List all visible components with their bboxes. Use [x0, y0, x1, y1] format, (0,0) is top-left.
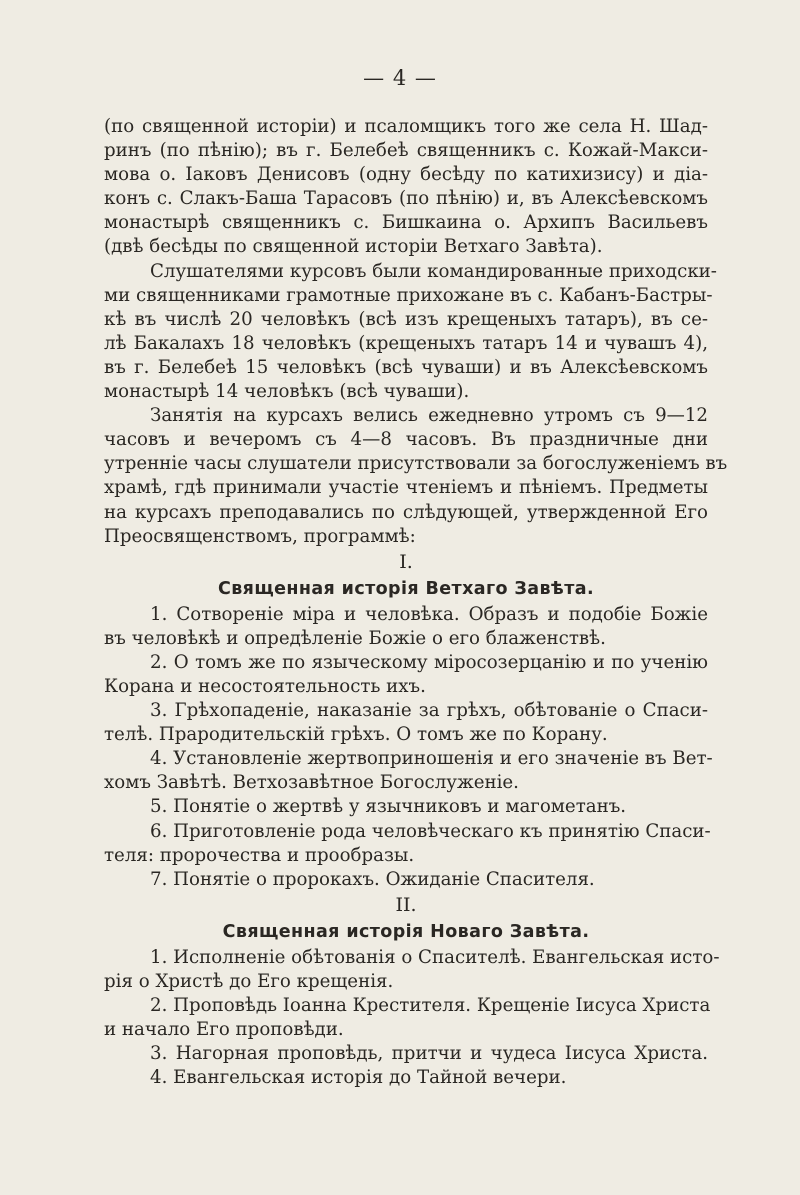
- text-line: на курсахъ преподавались по слѣдующей, утвержденной Его: [104, 501, 708, 523]
- list-item-line: 2. Проповѣдь Іоанна Крестителя. Крещеніе Іисуса Христа: [150, 995, 711, 1016]
- text-line: ринъ (по пѣнію); въ г. Белебеѣ священникъ с. Кожай-Макси-: [104, 140, 708, 162]
- text-line: кѣ въ числѣ 20 человѣкъ (всѣ изъ крещеныхъ татаръ), въ се-: [104, 308, 708, 330]
- text-line: утренніе часы слушатели присутствовали за богослуженіемъ въ: [104, 453, 728, 475]
- text-line: конъ с. Слакъ-Баша Тарасовъ (по пѣнію) и, въ Алексѣевскомъ: [104, 188, 708, 210]
- section-title: Священная исторія Ветхаго Завѣта.: [217, 578, 595, 599]
- list-item-line: 3. Нагорная проповѣдь, притчи и чудеса Іисуса Христа.: [150, 1043, 708, 1065]
- text-line: (по священной исторіи) и псаломщикъ того же села Н. Шад-: [104, 116, 708, 137]
- text-line: Слушателями курсовъ были командированные приходски-: [150, 260, 717, 282]
- list-item-line: Корана и несостоятельность ихъ.: [104, 675, 426, 697]
- list-item-line: въ человѣкѣ и опредѣленіе Божіе о его блаженствѣ.: [104, 627, 606, 649]
- list-item-line: хомъ Завѣтѣ. Ветхозавѣтное Богослуженіе.: [104, 772, 519, 794]
- section-numeral: I.: [399, 550, 413, 573]
- text-line: Преосвященствомъ, программѣ:: [104, 525, 416, 547]
- body-text: [104, 115, 728, 1090]
- text-line: Занятія на курсахъ велись ежедневно утромъ съ 9—12: [150, 405, 708, 427]
- list-item-line: 4. Установленіе жертвоприношенія и его значеніе въ Вет-: [150, 748, 713, 770]
- list-item-line: 6. Приготовленіе рода человѣческаго къ принятію Спаси-: [150, 820, 711, 842]
- text-line: въ г. Белебеѣ 15 человѣкъ (всѣ чуваши) и въ Алексѣевскомъ: [104, 356, 708, 378]
- list-item-line: 4. Евангельская исторія до Тайной вечери.: [150, 1067, 567, 1089]
- text-line: храмѣ, гдѣ принимали участіе чтеніемъ и пѣніемъ. Предметы: [104, 477, 708, 499]
- list-item-line: 2. О томъ же по языческому міросозерцанію и по ученію: [150, 651, 708, 673]
- list-item-line: 7. Понятіе о пророкахъ. Ожиданіе Спасителя.: [150, 868, 595, 890]
- list-item-line: 1. Исполненіе обѣтованія о Спасителѣ. Евангельская исто-: [150, 946, 720, 968]
- page-number: — 4 —: [363, 66, 437, 90]
- text-line: часовъ и вечеромъ съ 4—8 часовъ. Въ праздничные дни: [104, 429, 708, 451]
- list-item-line: 5. Понятіе о жертвѣ у язычниковъ и магометанъ.: [150, 796, 627, 818]
- section-numeral: II.: [395, 893, 417, 916]
- list-item-line: телѣ. Прародительскій грѣхъ. О томъ же по Корану.: [104, 724, 608, 746]
- text-line: ми священниками грамотные прихожане въ с. Кабанъ-Бастры-: [104, 284, 713, 306]
- list-item-line: 1. Сотвореніе міра и человѣка. Образъ и подобіе Божіе: [150, 603, 708, 625]
- list-item-line: и начало Его проповѣди.: [104, 1019, 344, 1041]
- text-line: монастырѣ священникъ с. Бишкаина о. Архипъ Васильевъ: [104, 212, 708, 234]
- section-title: Священная исторія Новаго Завѣта.: [222, 921, 590, 942]
- text-line: (двѣ бесѣды по священной исторіи Ветхаго Завѣта).: [104, 236, 603, 258]
- text-line: монастырѣ 14 человѣкъ (всѣ чуваши).: [104, 381, 470, 403]
- list-item-line: 3. Грѣхопаденіе, наказаніе за грѣхъ, обѣтованіе о Спаси-: [150, 700, 708, 722]
- list-item-line: рія о Христѣ до Его крещенія.: [104, 970, 394, 992]
- list-item-line: теля: пророчества и прообразы.: [104, 844, 415, 866]
- text-line: мова о. Іаковъ Денисовъ (одну бесѣду по катихизису) и діа-: [104, 164, 708, 186]
- text-line: лѣ Бакалахъ 18 человѣкъ (крещеныхъ татаръ 14 и чувашъ 4),: [104, 332, 708, 354]
